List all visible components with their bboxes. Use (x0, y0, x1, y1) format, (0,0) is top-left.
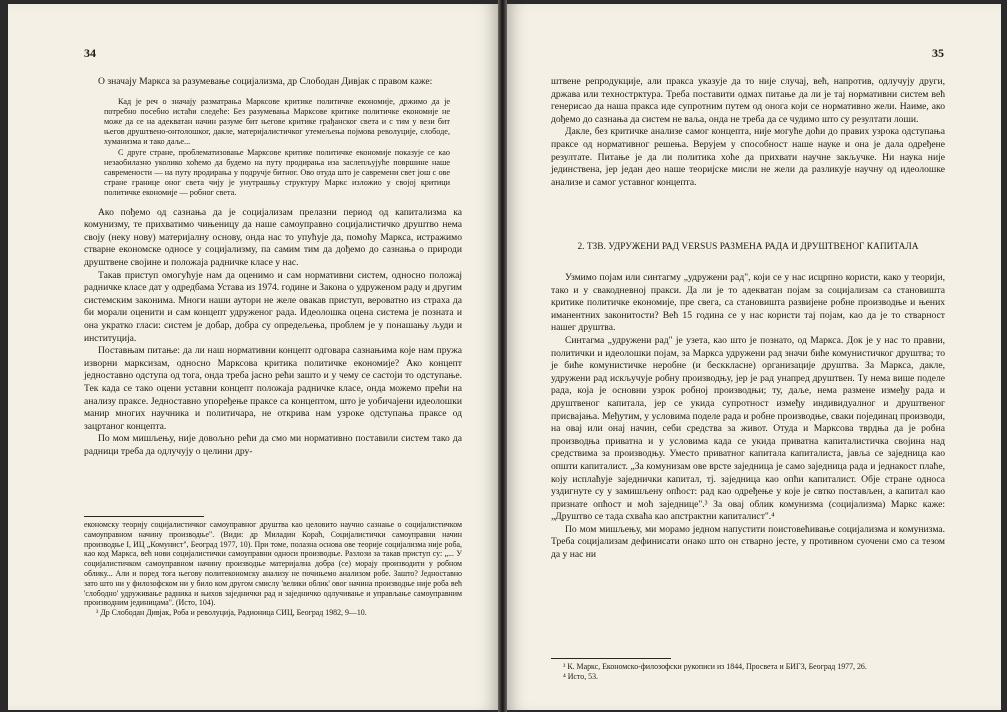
page-number-right: 35 (932, 46, 944, 60)
footnote: ³ Др Слободан Дивјак, Роба и револуција, Радионица СИЦ, Београд 1982, 9—10. (96, 608, 367, 618)
page-number-left: 34 (84, 46, 96, 60)
right-page-body-top (551, 76, 945, 189)
left-page-body (84, 76, 462, 459)
footnote-rule (551, 658, 671, 659)
body-paragraph: Дакле, без критичке анализе самог концепта, није могуће доћи до правих узрока одступања праксе од нормативног решења. Верујем у способност наше науке и она је дала одређене резултате. Питање је да ли политика хоће да прихвати научне закључке. Ни наука није јединствена, јер један део наше теоријске мисли не жели да разликује научну од идеолошке анализе и самог уставног концепта. (551, 126, 945, 188)
intro-paragraph: О значају Маркса за разумевање социјализма, др Слободан Дивјак с правом каже: (98, 76, 433, 87)
body-paragraph: Ако пођемо од сазнања да је социјализам прелазни период од капитализма ка комунизму, те прихватимо чињеницу да наше самоуправно социјалистичко друштво нема своју (неку нову) материјалну основу, онда нас то упућује да, помоћу Маркса, истражимо стварне економске односе у социјализму, па самим тим да дођемо до сазнања о природи друштвене својине и положаја радничке класе у нас. (84, 206, 462, 268)
left-footnotes (84, 520, 462, 618)
right-footnotes (551, 662, 945, 682)
body-paragraph: Такав приступ омогућује нам да оценимо и сам нормативни систем, односно положај радничке класе дат у одредбама Устава из 1974. године и Закона о удруженом раду и другим системским законима. Многи наши аутори не желе овакав приступ, вероватно из страха да би морали оценити и сам концепт удруженог рада. Идеолошка оцена система је позната и она укратко гласи: систем је добар, добра су опредељења, проблем је у понашању људи и институција. (84, 269, 462, 344)
right-page-body (551, 272, 945, 562)
footnote: ⁴ Исто, 53. (563, 671, 599, 681)
body-paragraph: Синтагма „удружени рад" је узета, као што је познато, од Маркса. Док је у нас то правни, политички и идеолошки појам, за Маркса удружени рад значи биће комунистичког друштва; то је биће комунистичке неробне (и бесккласне) организације друштва. За Маркса, дакле, удружени рад искључује робну производњу, јер је рад унапред друштвен. Ту нема више поделе рада, која је основни узрок робној производњи; ту, даље, нема размене између рада и друштвеног капитала, јер се укида супротност између индивидуалног и друштвеног присвајања. Међутим, у условима поделе рада и робне производње, сваки појединац производи, на овај или онај начин, себи средства за живот. Отуда и Марксова тврдња да је робна производња приватна и у условима када се укида приватна капиталистичка својина над средствима за производњу. Уместо приватног капитала капиталиста, јавља се заједница као општи капиталист. „За комунизам ове врсте заједница је само заједница рада и једнакост плаће, коју исплаћује заједнички капитал, тј. заједница као опћи капиталист. Обје стране односа уздигнуте су у замишљену опћост: рад као одређење у које је свтко постављен, а капитал као признате опћост и моћ заједнице".³ За овај облик комунизма (социјализма) Маркс каже: „Друштво се тада схваћа као апстрактни капиталист".⁴ (551, 334, 945, 523)
footnote: економску теорију социјалистичког самоуправног друштва као целовито научно сазнање о социјалистичком самоуправном начину производње". (Види: др Миладин Кораћ, Социјалистички самоуправни начин производње I, ИЦ „Комунист", Београд 1977, 10). При томе, полазна основа ове теорије социјализма није роба, као код Маркса, већ нови социјалистички самоуправни односи производње. Разлози за такав приступ су: „... У социјалистичком самоуправном начину производње материјална добра (се) морају производити у робном облику... Али и поред тога његову политекономску анализу не почињемо анализом робе. Зашто? Једноставно зато што ни у филозофском ни у било ком другом смислу 'велики облик' овог начина производње није роба већ 'слободно' удруживање радника и њихов заједнички рад и заједничко одлучивање и управљање самоуправним производним јединицама". (Исто, 104). (84, 520, 462, 608)
body-paragraph: По мом мишљењу, ми морамо једном напустити поистовећивање социјализма и комунизма. Треба социјализам дефинисати онако што он стварно јесте, у противном суочени смо са тезом да у нас ни (551, 523, 945, 561)
body-paragraph: штвене репродукције, али пракса указује да то није случај, већ, напротив, одлучују други, држава или технострктура. Треба поставити одмах питање да ли је тај нормативни систем већ генерисао да наша пракса иде супротним путем од онога који се нормативно жели. Наиме, ако дођемо до сазнања да систем не ваља, онда не треба да се чудимо што су резултати лоши. (551, 76, 945, 125)
right-page (507, 4, 1001, 710)
left-page (8, 4, 498, 710)
section-heading: 2. ТЗВ. УДРУЖЕНИ РАД VERSUS РАЗМЕНА РАДА И ДРУШТВЕНОГ КАПИТАЛА (577, 242, 919, 252)
block-quote-2: С друге стране, проблематизовање Марксове критике политичке економије показује се као незаобилазно уколико хоћемо да будемо на путу продирања иза заслепљујуће површине наше савремености — на путу продирања у подручје битног. Ово отуда што је савремени свет још с ове стране границе оног света чију је унутрашњу структуру Маркс изложио у својој критици политичке економије — робног света. (104, 147, 450, 198)
block-quote-1: Кад је реч о значају разматрања Марксове критике политичке економије, држимо да је потребно посебно истаћи следеће: Без разумевања Марксове критике политичке економије не може да се на адекватан начин разуме бит његове критике грађанског света и с тим у вези бит његов друштвено-онтолошког, дакле, материјалистичког утемељења појмова револуције, слободе, хуманизма и тако даље... (104, 96, 450, 147)
body-paragraph: Узмимо појам или синтагму „удружени рад", који се у нас исцрпно користи, како у теорији, тако и у свакодневној пракси. Да ли је то адекватан појам за социјализам са становишта критике политичке економије, пре свега, са становишта развијене робне производње и њених иманентних законитости? Већ 15 година се у нас користи тај појам, као да је то стварност нашег друштва. (551, 272, 945, 334)
book-gutter (498, 0, 507, 712)
body-paragraph: Поставњам питање: да ли наш нормативни концепт одговара сазнањима које нам пружа изворни марксизам, односно Марксова критика политичке економије? Ако концепт једноставно одступа од тога, онда треба јасно рећи зашто и у чему се састоји то одступање. Тек када се тако оцени уставни концепт положаја радничке класе, онда можемо прећи на анализу праксе. Једноставно упоређење праксе са концептом, што је уобичајени идеолошки манир многих научника и политичара, не открива нам узроке одступања праксе од зацртаног концепта. (84, 345, 462, 432)
footnote-rule (84, 516, 204, 517)
footnote: ³ К. Маркс, Економско-филозофски рукописи из 1844, Просвета и БИГЗ, Београд 1977, 26. (563, 662, 867, 671)
body-paragraph: По мом мишљењу, није довољно рећи да смо ми нормативно поставили систем тако да радници треба да одлучују о целини дру- (84, 433, 462, 457)
